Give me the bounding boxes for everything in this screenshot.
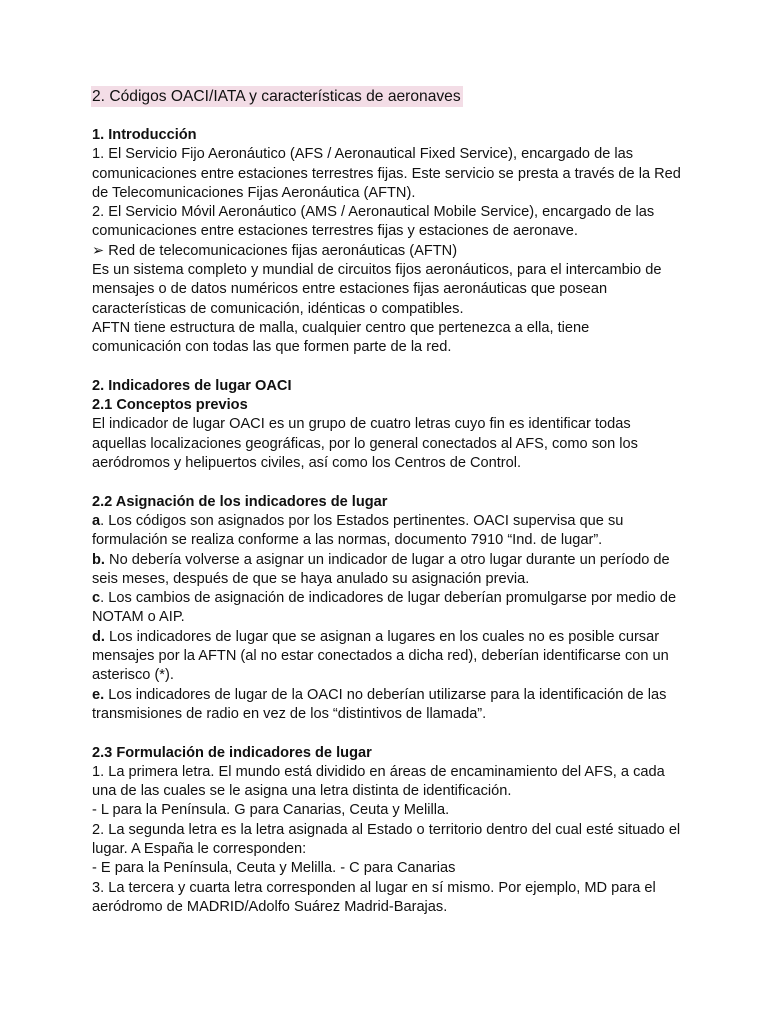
list-item-a (92, 512, 682, 551)
subsection-heading-conceptos: 2.1 Conceptos previos (92, 397, 248, 414)
list-item-text: No debería volverse a asignar un indicador de lugar a otro lugar durante un período de seis meses, después de que se haya anulado su asignación previa. (92, 551, 670, 587)
list-item-text: . Los cambios de asignación de indicadores de lugar deberían promulgarse por medio de NOTAM o AIP. (92, 590, 677, 626)
paragraph-ams: 2. El Servicio Móvil Aeronáutico (AMS / Aeronautical Mobile Service), encargado de las comunicaciones entre estaciones terrestres fijas y estaciones de aeronave. (92, 204, 655, 240)
paragraph-aftn-bullet: ➢ Red de telecomunicaciones fijas aeronáuticas (AFTN) (92, 242, 458, 259)
list-item-text: Los indicadores de lugar de la OACI no deberían utilizarse para la identificación de las transmisiones de radio en vez de los “distintivos de llamada”. (92, 686, 667, 722)
document-page (92, 86, 682, 917)
section-heading-indicadores: 2. Indicadores de lugar OACI (92, 377, 292, 394)
list-item-text: . Los códigos son asignados por los Estados pertinentes. OACI supervisa que su formulación se realiza conforme a las normas, documento 7910 “Ind. de lugar”. (92, 512, 624, 549)
document-title: 2. Códigos OACI/IATA y características de aeronaves (92, 88, 461, 105)
list-marker: b. (92, 551, 105, 568)
section-heading-introduccion: 1. Introducción (92, 127, 197, 143)
paragraph-primera-letra-valores: - L para la Península. G para Canarias, Ceuta y Melilla. (92, 802, 450, 819)
paragraph-primera-letra: 1. La primera letra. El mundo está dividido en áreas de encaminamiento del AFS, a cada una de las cuales se le asigna una letra distinta de identificación. (92, 763, 665, 800)
list-item-text: Los indicadores de lugar que se asignan a lugares en los cuales no es posible cursar mensajes por la AFTN (al no estar conectados a dicha red), deberían identificarse con un asterisco (*). (92, 628, 669, 684)
list-marker: d. (92, 628, 105, 645)
paragraph-conceptos: El indicador de lugar OACI es un grupo de cuatro letras cuyo fin es identificar todas aquellas localizaciones geográficas, por lo general conectados al AFS, como son los aeródromos y helipuertos civiles, así como los Centros de Control. (92, 416, 638, 472)
paragraph-segunda-letra-valores: - E para la Península, Ceuta y Melilla. - C para Canarias (92, 860, 456, 877)
list-marker: a (92, 512, 101, 529)
list-item-b (92, 551, 682, 590)
list-item-e (92, 686, 682, 725)
list-marker: c (92, 590, 101, 607)
list-item-d (92, 628, 682, 686)
paragraph-aftn-structure: AFTN tiene estructura de malla, cualquier centro que pertenezca a ella, tiene comunicación con todas las que formen parte de la red. (92, 319, 590, 356)
list-item-c (92, 589, 682, 628)
paragraph-tercera-cuarta-letra: 3. La tercera y cuarta letra corresponden al lugar en sí mismo. Por ejemplo, MD para el aeródromo de MADRID/Adolfo Suárez Madrid-Barajas. (92, 879, 656, 915)
list-marker: e. (92, 686, 105, 703)
subsection-heading-asignacion: 2.2 Asignación de los indicadores de lugar (92, 493, 388, 510)
paragraph-segunda-letra: 2. La segunda letra es la letra asignada al Estado o territorio dentro del cual esté situado el lugar. A España le corresponden: (92, 821, 681, 857)
subsection-heading-formulacion: 2.3 Formulación de indicadores de lugar (92, 744, 372, 761)
paragraph-afs: 1. El Servicio Fijo Aeronáutico (AFS / Aeronautical Fixed Service), encargado de las comunicaciones entre estaciones terrestres fijas. Este servicio se presta a través de la Red de Telecomunicaciones Fijas Aeronáutica (AFTN). (92, 146, 681, 201)
paragraph-aftn-description: Es un sistema completo y mundial de circuitos fijos aeronáuticos, para el intercambio de mensajes o de datos numéricos entre estaciones fijas aeronáuticas que posean características de comunicación, idénticas o compatibles. (92, 262, 662, 317)
